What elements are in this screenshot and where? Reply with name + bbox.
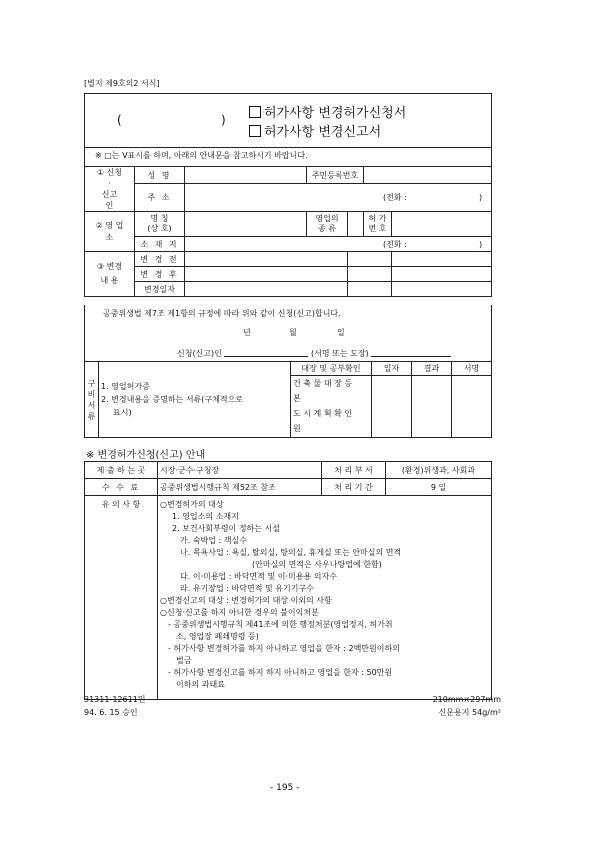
- check-result-field[interactable]: [412, 376, 452, 438]
- date-year: 년: [243, 328, 251, 337]
- title-change-report-label: 허가사항 변경신고서: [264, 125, 382, 140]
- signature-seal-underline[interactable]: [371, 348, 451, 357]
- documents-side-label: 구 비 서 류: [85, 362, 99, 438]
- location-label: 소 재 지: [135, 237, 185, 252]
- page-number: - 195 -: [270, 783, 300, 793]
- note-line: 라. 유기장업 : 바닥면적 및 유기기구수: [180, 584, 314, 593]
- note-line: 2. 보건사회부령이 정하는 시설: [172, 524, 280, 533]
- statement-text: 공중위생법 제7조 제1항의 규정에 따라 위와 같이 신청(신고)합니다.: [103, 309, 341, 318]
- business-type-label: 영업의 종 류: [307, 212, 348, 237]
- signature-line: [177, 348, 451, 358]
- form-id: [별지 제9호의2 서식]: [84, 79, 160, 88]
- period-label: 처 리 기 간: [322, 479, 386, 496]
- change-date-field-3[interactable]: [392, 282, 492, 297]
- col-date-header: 일자: [372, 362, 412, 376]
- permit-number-label: 허 가 번 호: [364, 212, 392, 237]
- dept-value: (환경)위생과, 사회과: [386, 462, 492, 479]
- applicant-side-label: ① 신청 · 신고 인: [85, 167, 135, 212]
- documents-list: [99, 362, 291, 438]
- change-date-field-2[interactable]: [348, 282, 392, 297]
- note-line: 소, 영업장 폐쇄명령 등): [176, 632, 259, 641]
- document-item-2b: 표시): [113, 408, 132, 417]
- change-side-label: ③ 변경 내 용: [85, 252, 135, 297]
- signature-underline[interactable]: [224, 348, 308, 357]
- note-line: 다. 이·미용업 : 바닥면적 및 이·미용용 의자수: [180, 572, 337, 581]
- title-permit-application-label: 허가사항 변경허가신청서: [264, 106, 407, 121]
- location-field[interactable]: [185, 237, 492, 252]
- change-before-label: 변 경 전: [135, 252, 185, 267]
- col-sign-header: 서명: [452, 362, 492, 376]
- title-change-report: [249, 121, 381, 140]
- check-item: 건 축 물 대 장 등: [293, 379, 353, 388]
- fee-value: 공중위생법시행규칙 제52조 참조: [158, 479, 322, 496]
- document-item-2a: 2. 변경내용을 증명하는 서류(구체적으로: [101, 395, 244, 404]
- paper-size: 210mm×297mm: [432, 695, 501, 704]
- address-phone-close: ): [479, 193, 483, 202]
- change-after-field-1[interactable]: [185, 267, 348, 282]
- change-after-field-2[interactable]: [348, 267, 392, 282]
- check-header: 대장 및 공부확인: [291, 362, 372, 376]
- note-line: - 허가사항 변경허가를 하지 아니하고 영업을 한자 : 2백만원이하의: [168, 644, 400, 653]
- approval-date: 94. 6. 15 승인: [84, 708, 138, 717]
- dept-label: 처 리 부 서: [322, 462, 386, 479]
- note-line: ○변경허가의 대상: [160, 500, 224, 509]
- form-header: [84, 93, 492, 148]
- change-before-field-1[interactable]: [185, 252, 348, 267]
- checkbox-icon[interactable]: [249, 106, 261, 118]
- business-side-label: ② 영 업 소: [85, 212, 135, 252]
- change-date-field-1[interactable]: [185, 282, 348, 297]
- note-line: 벌금: [176, 656, 192, 665]
- check-sign-field[interactable]: [452, 376, 492, 438]
- document-item-1: 1. 영업허가증: [101, 382, 150, 391]
- note-line: - 공중위생법시행규칙 제41조에 의한 행정처분(영업정지, 허가취: [168, 620, 393, 629]
- submit-value: 시장·군수·구청장: [158, 462, 322, 479]
- rrn-label: 주민등록번호: [307, 167, 364, 184]
- change-date-label: 변경일자: [135, 282, 185, 297]
- address-label: 주 소: [135, 184, 185, 212]
- check-item: 본: [293, 394, 301, 403]
- change-after-label: 변 경 후: [135, 267, 185, 282]
- note-line: 가. 숙박업 : 객실수: [180, 536, 247, 545]
- fee-label: 수 수 료: [85, 479, 158, 496]
- note-line: ○변경신고의 대상 : 변경허가의 대상 이외의 사항: [160, 596, 332, 605]
- change-before-field-3[interactable]: [392, 252, 492, 267]
- application-table: [84, 166, 492, 297]
- date-day: 일: [337, 328, 345, 337]
- signature-label: 신청(신고)인: [177, 349, 222, 358]
- signature-seal-label: (서명 또는 도장): [310, 349, 369, 358]
- notes-list: [158, 496, 492, 700]
- note-line: (안마실의 면적은 사우나탕업에 한함): [252, 560, 382, 569]
- check-item: 도 시 계 획 확 인: [293, 409, 353, 418]
- name-field[interactable]: [185, 167, 307, 184]
- guide-table: [84, 461, 492, 700]
- address-field[interactable]: [185, 184, 492, 212]
- title-paren-close: ): [221, 113, 226, 127]
- note-line: 1. 영업소의 소재지: [172, 512, 239, 521]
- location-phone-close: ): [479, 240, 483, 249]
- paper-type: 신문용지 54g/m²: [438, 708, 501, 717]
- check-item: 원: [293, 424, 301, 433]
- guide-title: ※ 변경허가신청(신고) 안내: [86, 450, 206, 461]
- note-line: 나. 목욕사업 : 욕실, 탈의실, 탕의실, 휴게실 또는 안마실의 면적: [180, 548, 402, 557]
- statement-block: [84, 305, 492, 361]
- form-code: 31311-12611민: [84, 695, 146, 704]
- documents-table: [84, 361, 492, 438]
- note-line: ○신청·신고를 하지 아니한 경우의 불이익처분: [160, 608, 319, 617]
- note-line: - 허가사항 변경신고를 하지 하지 아니하고 영업을 한자 : 50만원: [168, 668, 393, 677]
- title-paren-open: (: [117, 113, 122, 127]
- check-items: [291, 376, 372, 438]
- period-value: 9 일: [386, 479, 492, 496]
- business-type-field[interactable]: [348, 212, 364, 237]
- rrn-field[interactable]: [364, 167, 492, 184]
- note-line: 이하의 과태료: [176, 680, 225, 689]
- date-month: 월: [289, 328, 297, 337]
- change-after-field-3[interactable]: [392, 267, 492, 282]
- location-phone-label: (전화 :: [383, 240, 407, 249]
- address-phone-label: (전화 :: [383, 193, 407, 202]
- trade-name-label: 명 칭 (상 호): [135, 212, 185, 237]
- change-before-field-2[interactable]: [348, 252, 392, 267]
- trade-name-field[interactable]: [185, 212, 307, 237]
- checkbox-icon[interactable]: [249, 125, 261, 137]
- name-label: 성 명: [135, 167, 185, 184]
- notes-label: 유 의 사 항: [85, 496, 158, 700]
- col-result-header: 결과: [412, 362, 452, 376]
- check-date-field[interactable]: [372, 376, 412, 438]
- title-permit-application: [249, 102, 406, 121]
- instruction-text: ※ □는 V표시를 하며, 아래의 안내문을 참고하시기 바랍니다.: [95, 151, 308, 160]
- submit-label: 제 출 하 는 곳: [85, 462, 158, 479]
- permit-number-field[interactable]: [392, 212, 492, 237]
- instruction-row: [84, 146, 492, 166]
